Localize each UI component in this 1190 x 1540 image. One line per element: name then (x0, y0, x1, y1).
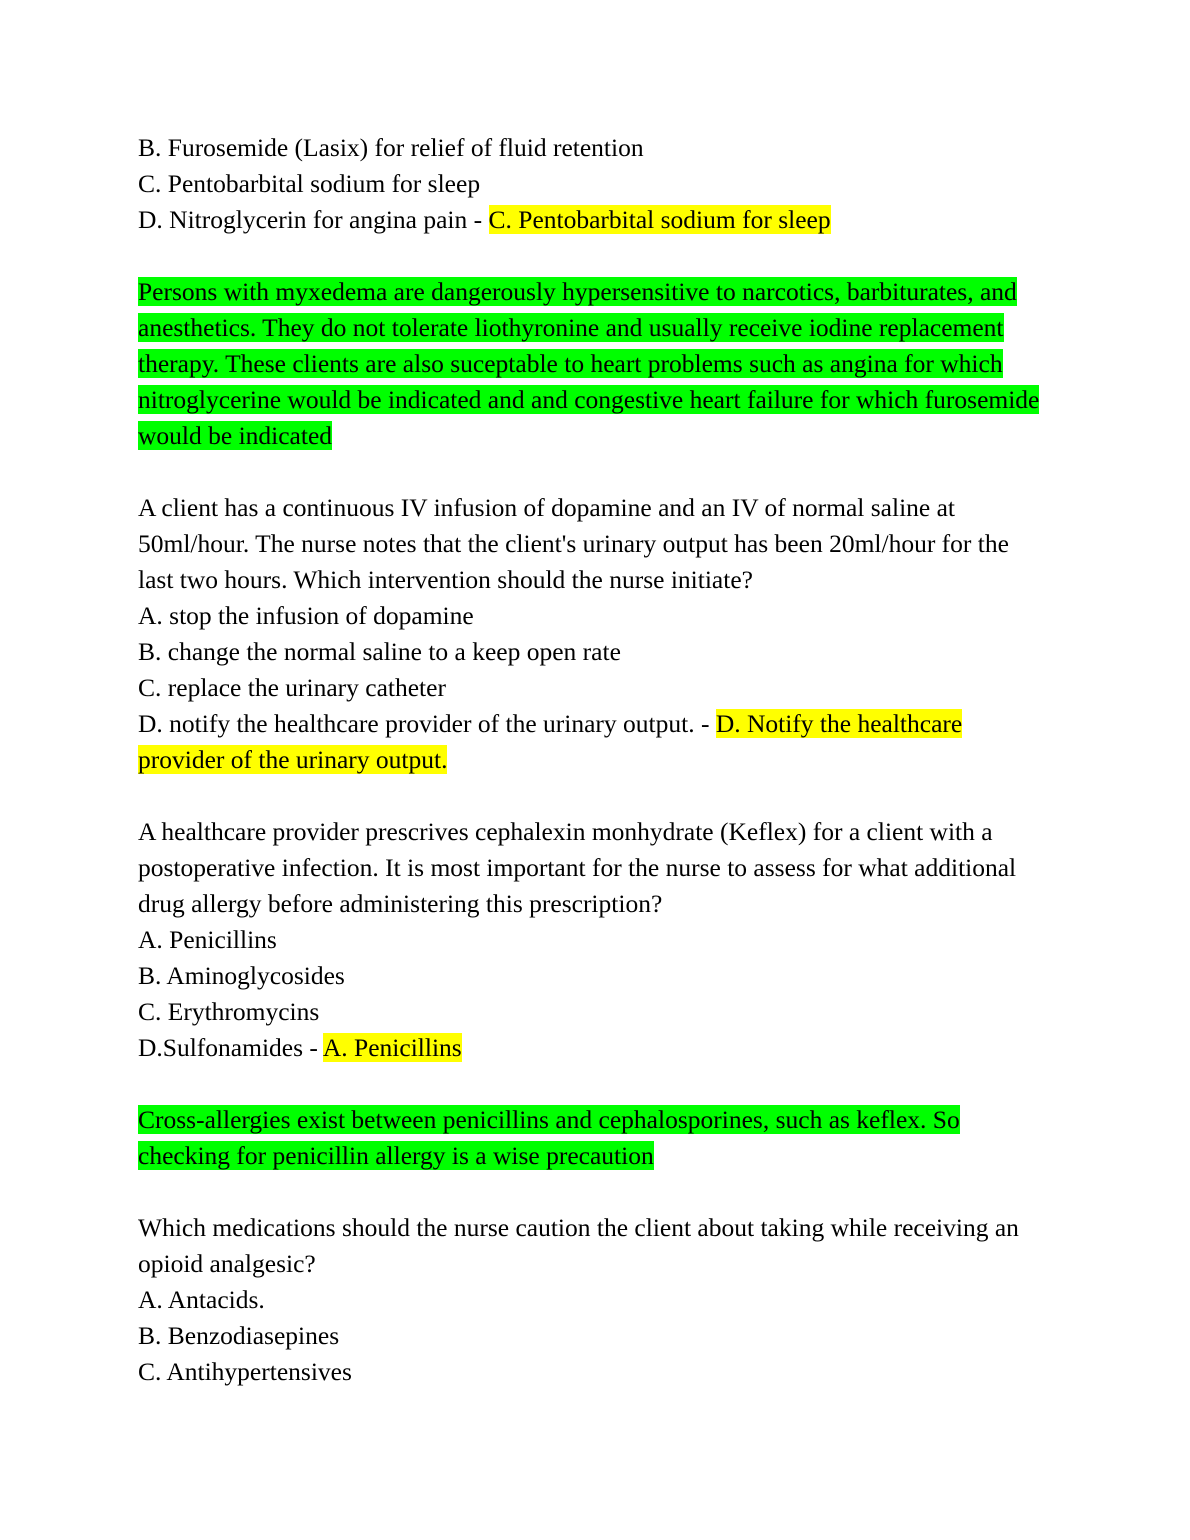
question-stem-3: A healthcare provider prescrives cephalexin monhydrate (Keflex) for a client with a postoperative infection. It is most important for the nurse to assess for what additional drug allergy before administering this prescription? (138, 817, 1017, 918)
answer-options-group-3 (138, 922, 1050, 1066)
correct-answer-highlight-2: D. Notify the healthcare provider of the urinary output. (138, 709, 963, 774)
answer-option-a-4: A. Antacids. (138, 1285, 265, 1314)
rationale-text-2: Cross-allergies exist between penicillins and cephalosporines, such as keflex. So checking for penicillin allergy is a wise precaution (138, 1105, 960, 1170)
blank-line-5 (138, 1174, 1050, 1210)
blank-line-3 (138, 778, 1050, 814)
blank-line-2 (138, 454, 1050, 490)
answer-option-d-3-with-answer (138, 1030, 1050, 1066)
document-body (138, 130, 1050, 1390)
blank-line-4 (138, 1066, 1050, 1102)
answer-option-b-2: B. change the normal saline to a keep open rate (138, 637, 621, 666)
answer-option-a-2: A. stop the infusion of dopamine (138, 601, 474, 630)
answer-option-b-3: B. Aminoglycosides (138, 961, 345, 990)
answer-option-d-text: D. Nitroglycerin for angina pain - (138, 205, 489, 234)
correct-answer-highlight-1: C. Pentobarbital sodium for sleep (488, 205, 831, 234)
correct-answer-highlight-3: A. Penicillins (322, 1033, 462, 1062)
rationale-paragraph-1 (138, 274, 1050, 454)
answer-options-group-2 (138, 598, 1050, 778)
question-stem-4: Which medications should the nurse caution the client about taking while receiving an opioid analgesic? (138, 1213, 1019, 1278)
answer-options-group-4 (138, 1282, 1050, 1390)
answer-option-d-3-text: D.Sulfonamides - (138, 1033, 323, 1062)
answer-options-group-1 (138, 130, 1050, 238)
answer-option-d-2-text: D. notify the healthcare provider of the urinary output. - (138, 709, 716, 738)
blank-line-1 (138, 238, 1050, 274)
answer-option-c-3: C. Erythromycins (138, 997, 320, 1026)
answer-option-b: B. Furosemide (Lasix) for relief of fluid retention (138, 133, 644, 162)
answer-option-d-with-answer (138, 202, 1050, 238)
rationale-paragraph-2 (138, 1102, 1050, 1174)
rationale-text-1: Persons with myxedema are dangerously hypersensitive to narcotics, barbiturates, and anesthetics. They do not tolerate liothyronine and usually receive iodine replacement therapy. These clients are also suceptable to heart problems such as angina for which nitroglycerine would be indicated and and congestive heart failure for which furosemide would be indicated (138, 277, 1040, 450)
answer-option-d-2-with-answer (138, 706, 1050, 778)
question-stem-2: A client has a continuous IV infusion of dopamine and an IV of normal saline at 50ml/hour. The nurse notes that the client's urinary output has been 20ml/hour for the last two hours. Which intervention should the nurse initiate? (138, 493, 1009, 594)
answer-option-c-2: C. replace the urinary catheter (138, 673, 446, 702)
answer-option-c: C. Pentobarbital sodium for sleep (138, 169, 481, 198)
answer-option-c-4: C. Antihypertensives (138, 1357, 352, 1386)
answer-option-a-3: A. Penicillins (138, 925, 277, 954)
answer-option-b-4: B. Benzodiasepines (138, 1321, 340, 1350)
